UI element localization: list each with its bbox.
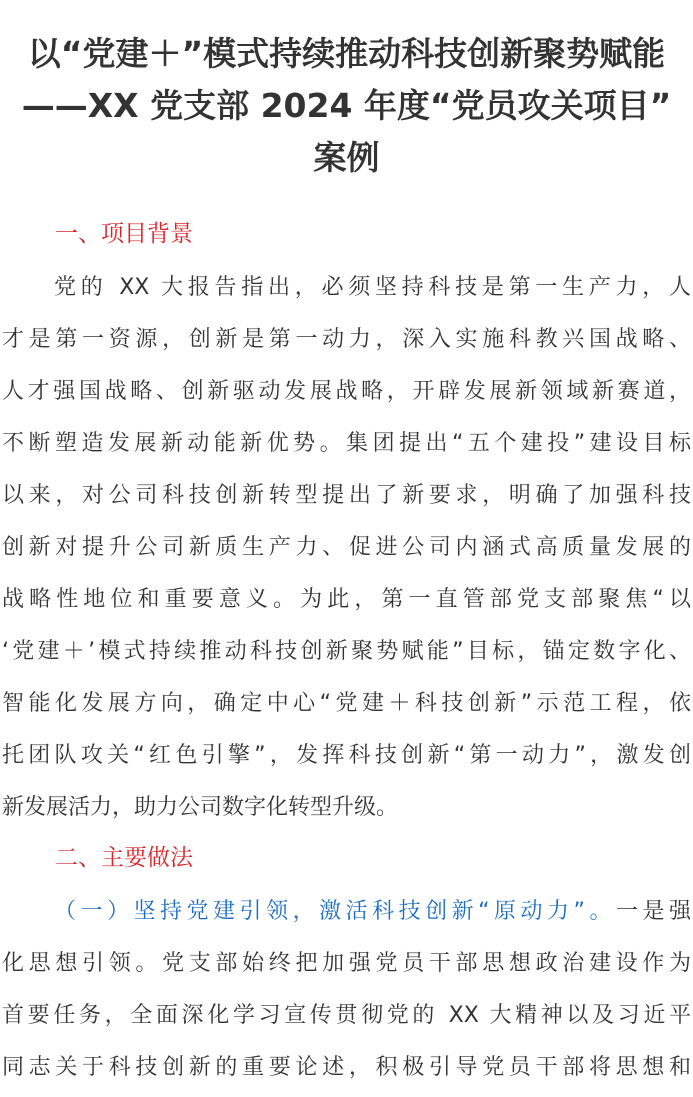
section-background-paragraph (2, 262, 691, 834)
sub-heading-party-leadership: （一）坚持党建引领，激活科技创新“原动力”。 (54, 899, 616, 924)
paragraph-line: 新发展活力，助力公司数字化转型升级。 (2, 795, 399, 820)
paragraph-line: 同志关于科技创新的重要论述，积极引导党员干部将思想和 (2, 1055, 691, 1080)
paragraph-line: 才是第一资源，创新是第一动力，深入实施科教兴国战略、 (2, 327, 691, 352)
paragraph-line: 化思想引领。党支部始终把加强党员干部思想政治建设作为 (2, 951, 691, 976)
section-heading-methods: 二、主要做法 (55, 845, 193, 871)
paragraph-line: 人才强国战略、创新驱动发展战略，开辟发展新领域新赛道， (2, 379, 691, 404)
document-title (0, 28, 693, 184)
paragraph-line: 智能化发展方向，确定中心“党建＋科技创新”示范工程，依 (2, 691, 691, 716)
paragraph-line: 首要任务，全面深化学习宣传贯彻党的 XX 大精神以及习近平 (2, 1003, 691, 1028)
title-line-1: 以“党建＋”模式持续推动科技创新聚势赋能 (27, 34, 666, 73)
paragraph-line: 创新对提升公司新质生产力、促进公司内涵式高质量发展的 (2, 535, 691, 560)
section-heading-background: 一、项目背景 (55, 221, 193, 247)
title-line-3: 案例 (313, 138, 380, 177)
sub-heading-rest-text: 一是强 (615, 899, 691, 924)
paragraph-line: 不断塑造发展新动能新优势。集团提出“五个建投”建设目标 (2, 431, 691, 456)
paragraph-line: 托团队攻关“红色引擎”，发挥科技创新“第一动力”，激发创 (2, 743, 691, 768)
title-line-2: ——XX 党支部 2024 年度“党员攻关项目” (21, 86, 672, 125)
paragraph-line: 以来，对公司科技创新转型提出了新要求，明确了加强科技 (2, 483, 691, 508)
paragraph-line: 战略性地位和重要意义。为此，第一直管部党支部聚焦“以 (2, 587, 691, 612)
paragraph-line: ‘党建＋’模式持续推动科技创新聚势赋能”目标，锚定数字化、 (2, 639, 691, 664)
section-methods-paragraph (2, 886, 691, 1094)
paragraph-line (2, 886, 691, 938)
paragraph-line: 党的 XX 大报告指出，必须坚持科技是第一生产力，人 (54, 275, 691, 300)
